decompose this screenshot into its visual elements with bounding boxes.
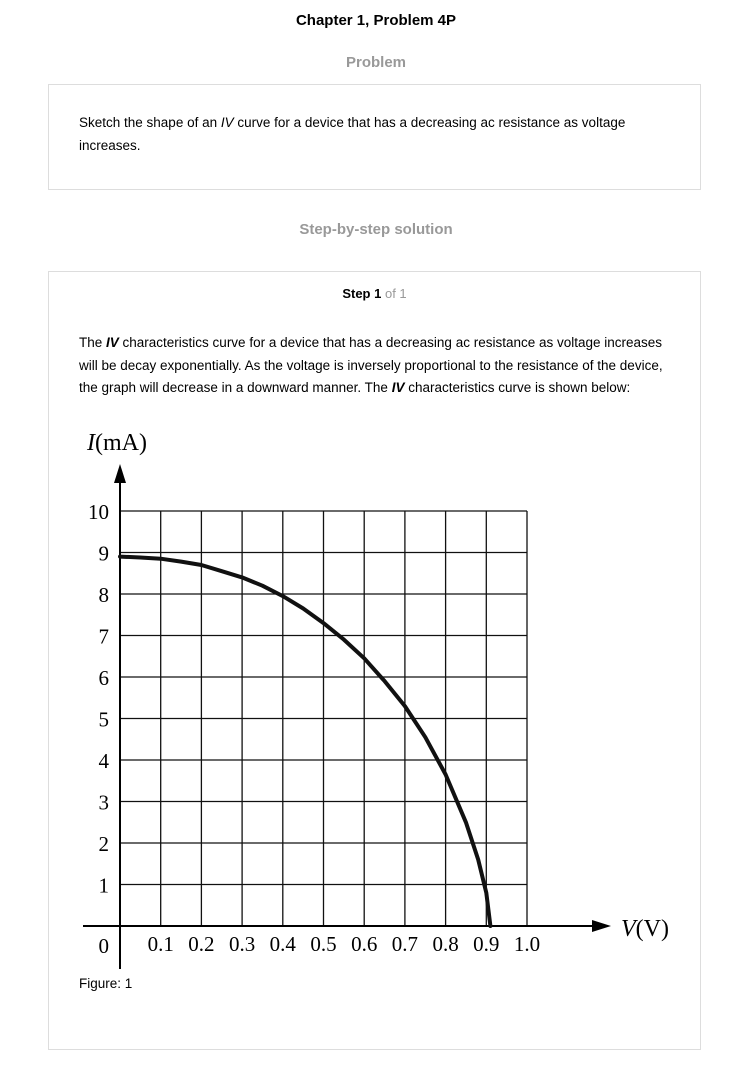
y-axis-label-symbol: I bbox=[87, 430, 95, 456]
problem-text-iv: IV bbox=[220, 115, 234, 130]
y-tick-label: 10 bbox=[88, 500, 109, 524]
step-header bbox=[49, 286, 700, 301]
problem-text bbox=[79, 112, 679, 157]
step-count: of 1 bbox=[384, 286, 407, 301]
x-axis-label-unit: (V) bbox=[635, 916, 669, 942]
iv-curve-line bbox=[120, 557, 490, 926]
solution-box bbox=[48, 271, 701, 1050]
x-tick-label: 0.7 bbox=[391, 932, 419, 956]
y-axis-arrow bbox=[114, 464, 126, 483]
x-tick-label: 0.2 bbox=[188, 932, 215, 956]
step-label: Step 1 bbox=[342, 286, 382, 301]
y-tick-label: 2 bbox=[98, 832, 109, 856]
y-tick-label: 5 bbox=[98, 707, 109, 732]
y-tick-label: 6 bbox=[98, 666, 109, 690]
solution-text-part3: characteristics curve is shown below: bbox=[404, 380, 631, 395]
x-axis-arrow bbox=[592, 920, 611, 932]
y-tick-label: 1 bbox=[98, 873, 109, 898]
x-tick-label: 0.9 bbox=[473, 932, 500, 956]
y-tick-label: 8 bbox=[98, 583, 109, 607]
y-tick-label: 3 bbox=[98, 790, 109, 815]
problem-section-title: Problem bbox=[345, 54, 406, 71]
x-tick-label: 0.5 bbox=[310, 932, 337, 956]
problem-text-end: curve for a device that has a decreasing ac resistance as voltage increases. bbox=[79, 115, 626, 153]
solution-text-iv-2: IV bbox=[391, 380, 405, 395]
figure-caption: Figure: 1 bbox=[79, 976, 133, 991]
solution-text-part1: The bbox=[79, 335, 107, 350]
x-tick-label: 0.3 bbox=[228, 932, 256, 956]
y-tick-label: 9 bbox=[98, 541, 109, 566]
y-axis-label bbox=[86, 430, 147, 456]
x-tick-label: 0.8 bbox=[432, 932, 459, 956]
solution-text-iv-1: IV bbox=[106, 335, 119, 350]
chapter-title: Chapter 1, Problem 4P bbox=[295, 12, 457, 29]
y-tick-label: 7 bbox=[98, 624, 109, 649]
problem-box bbox=[48, 84, 701, 190]
y-axis-label-unit: (mA) bbox=[95, 430, 147, 456]
solution-text bbox=[79, 332, 679, 400]
x-tick-label: 0.4 bbox=[269, 932, 296, 956]
x-tick-label: 0.1 bbox=[147, 932, 174, 956]
iv-chart bbox=[49, 424, 689, 984]
x-tick-label: 1.0 bbox=[513, 932, 541, 956]
origin-label: 0 bbox=[98, 934, 109, 958]
solution-section-title: Step-by-step solution bbox=[299, 221, 453, 238]
y-tick-label: 4 bbox=[98, 749, 109, 773]
solution-text-part2: characteristics curve for a device that has a decreasing ac resistance as voltage increases will be decay exponentially. As the voltage is inversely proportional to the resistance of the device, the graph will decrease in a downward manner. The bbox=[79, 335, 663, 395]
x-axis-label-symbol: V bbox=[621, 916, 636, 942]
problem-text-start: Sketch the shape of an bbox=[79, 115, 221, 130]
x-tick-label: 0.6 bbox=[351, 932, 378, 956]
x-axis-label bbox=[621, 916, 669, 942]
